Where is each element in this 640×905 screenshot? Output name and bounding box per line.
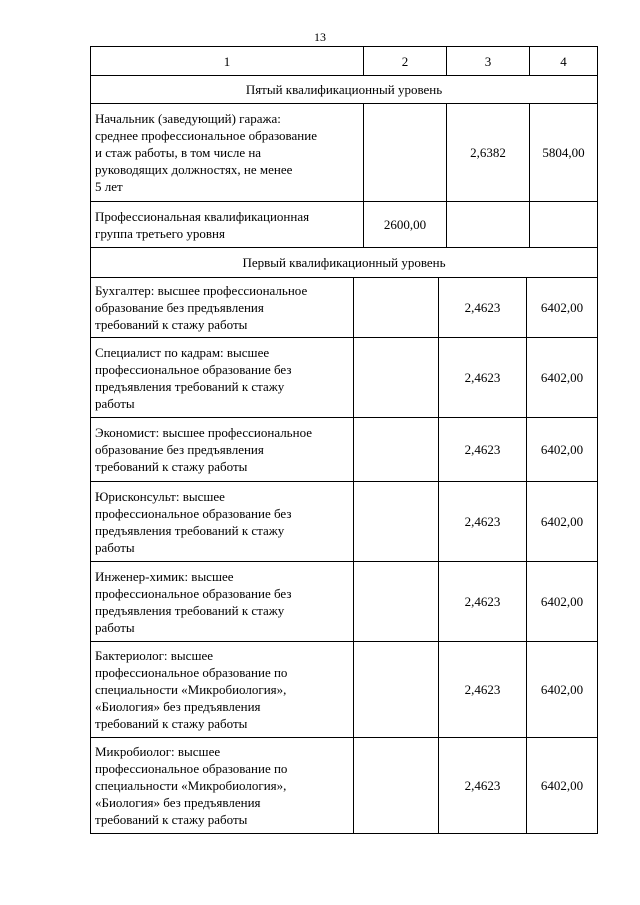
position-description — [91, 562, 354, 641]
base-salary-cell — [354, 418, 439, 481]
position-description — [91, 642, 354, 737]
description-line: 5 лет — [95, 179, 123, 194]
description-line: Начальник (заведующий) гаража: — [95, 111, 281, 126]
description-line: профессиональное образование без — [95, 361, 292, 377]
coefficient-cell: 2,4623 — [439, 278, 527, 337]
description-line: профессиональное образование без — [95, 585, 292, 601]
header-col-4: 4 — [530, 47, 598, 75]
description-line: профессиональное образование по — [95, 665, 288, 680]
description-line: Бухгалтер: высшее профессиональное — [95, 283, 308, 298]
description-line: требований к стажу работы — [95, 317, 248, 332]
base-salary-cell — [354, 738, 439, 833]
salary-cell: 6402,00 — [527, 562, 598, 641]
base-salary-cell — [354, 278, 439, 337]
description-line: требований к стажу работы — [95, 459, 248, 474]
coefficient-cell: 2,4623 — [439, 418, 527, 481]
description-line: Специалист по кадрам: высшее — [95, 344, 270, 360]
description-line: работы — [95, 395, 135, 411]
base-salary-cell — [354, 642, 439, 737]
description-line: «Биология» без предъявления — [95, 699, 261, 714]
table-row — [90, 482, 598, 562]
coefficient-cell: 2,4623 — [439, 562, 527, 641]
position-description — [91, 338, 354, 417]
base-salary-cell — [354, 562, 439, 641]
coefficient-cell: 2,6382 — [447, 104, 530, 201]
description-line: и стаж работы, в том числе на — [95, 145, 262, 160]
coefficient-cell: 2,4623 — [439, 738, 527, 833]
table-row — [90, 642, 598, 738]
section-title-row — [90, 248, 598, 278]
base-salary-cell — [364, 104, 447, 201]
description-line: предъявления требований к стажу — [95, 378, 285, 394]
salary-cell: 6402,00 — [527, 418, 598, 481]
table-header-row — [90, 46, 598, 76]
salary-cell: 6402,00 — [527, 338, 598, 417]
header-col-2: 2 — [364, 47, 447, 75]
description-line: Экономист: высшее профессиональное — [95, 425, 313, 440]
position-description — [91, 418, 354, 481]
description-line: работы — [95, 539, 135, 555]
section-title-row — [90, 76, 598, 104]
salary-cell: 6402,00 — [527, 482, 598, 561]
base-salary-cell: 2600,00 — [364, 202, 447, 247]
description-line: Профессиональная квалификационная — [95, 208, 310, 224]
description-line: руководящих должностях, не менее — [95, 162, 293, 177]
description-line: Инженер-химик: высшее — [95, 568, 234, 584]
description-line: среднее профессиональное образование — [95, 128, 317, 143]
page-number: 13 — [314, 30, 326, 44]
salary-cell: 5804,00 — [530, 104, 598, 201]
description-line: группа третьего уровня — [95, 225, 225, 241]
salary-cell: 6402,00 — [527, 738, 598, 833]
description-line: Бактериолог: высшее — [95, 648, 213, 663]
description-line: профессиональное образование по — [95, 761, 288, 776]
table-row — [90, 278, 598, 338]
description-line: Юрисконсульт: высшее — [95, 488, 225, 504]
description-line: Микробиолог: высшее — [95, 744, 221, 759]
position-description — [91, 278, 354, 337]
header-col-1: 1 — [91, 47, 364, 75]
base-salary-cell — [354, 482, 439, 561]
table-row — [90, 738, 598, 834]
table-row — [90, 338, 598, 418]
header-col-3: 3 — [447, 47, 530, 75]
position-description — [91, 738, 354, 833]
coefficient-cell — [447, 202, 530, 247]
salary-cell — [530, 202, 598, 247]
description-line: образование без предъявления — [95, 442, 264, 457]
section-title: Первый квалификационный уровень — [91, 248, 598, 277]
description-line: требований к стажу работы — [95, 716, 248, 731]
description-line: специальности «Микробиология», — [95, 682, 287, 697]
salary-cell: 6402,00 — [527, 278, 598, 337]
section-title: Пятый квалификационный уровень — [91, 76, 598, 103]
position-description — [91, 104, 364, 201]
coefficient-cell: 2,4623 — [439, 338, 527, 417]
description-line: образование без предъявления — [95, 300, 264, 315]
table-row — [90, 418, 598, 482]
description-line: предъявления требований к стажу — [95, 602, 285, 618]
description-line: работы — [95, 619, 135, 635]
base-salary-cell — [354, 338, 439, 417]
description-line: профессиональное образование без — [95, 505, 292, 521]
salary-table — [90, 46, 598, 834]
salary-cell: 6402,00 — [527, 642, 598, 737]
position-description — [91, 482, 354, 561]
description-line: предъявления требований к стажу — [95, 522, 285, 538]
coefficient-cell: 2,4623 — [439, 482, 527, 561]
table-row — [90, 562, 598, 642]
position-description — [91, 202, 364, 247]
description-line: специальности «Микробиология», — [95, 778, 287, 793]
description-line: требований к стажу работы — [95, 812, 248, 827]
table-row — [90, 104, 598, 202]
table-row — [90, 202, 598, 248]
coefficient-cell: 2,4623 — [439, 642, 527, 737]
description-line: «Биология» без предъявления — [95, 795, 261, 810]
